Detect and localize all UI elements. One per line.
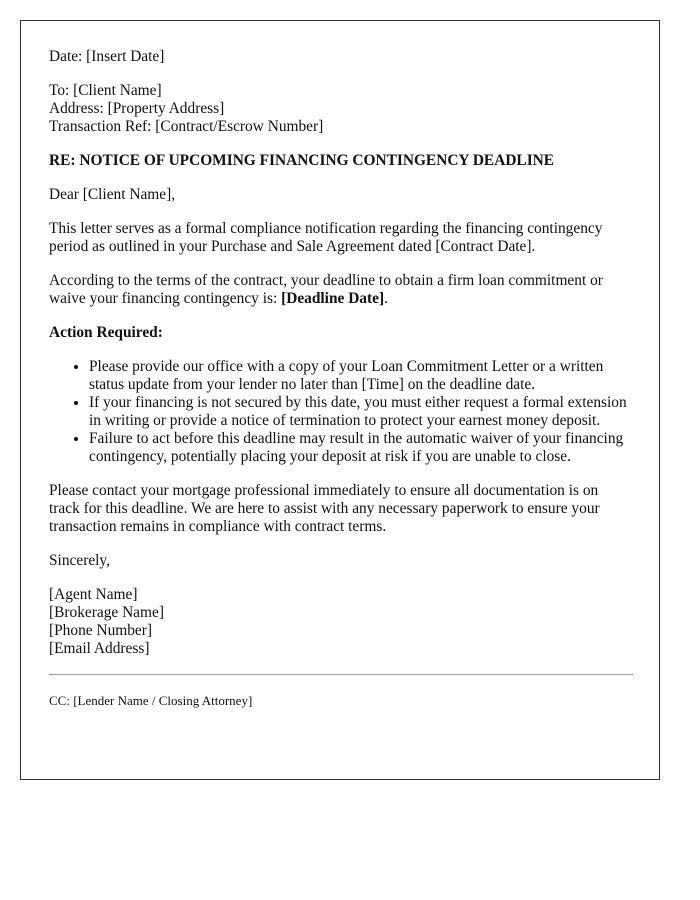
action-item: • Please provide our office with a copy of your Loan Commitment Letter or a written status update from your lender no later than [Time] on the deadline date. [89, 358, 631, 394]
recipient-address: Address: [Property Address] [49, 100, 225, 117]
closing-paragraph: Please contact your mortgage professional immediately to ensure all documentation is on track for this deadline. We are here to assist with any necessary paperwork to ensure your transaction remains in compliance with contract terms. [49, 482, 600, 535]
deadline-text: According to the terms of the contract, your deadline to obtain a firm loan commitment or waive your financing contingency is: [49, 272, 603, 307]
intro-paragraph: This letter serves as a formal compliance notification regarding the financing contingency period as outlined in your Purchase and Sale Agreement dated [Contract Date]. [49, 220, 603, 255]
email-address: [Email Address] [49, 640, 150, 657]
action-list [49, 358, 631, 466]
recipient-block [49, 82, 631, 136]
salutation: Dear [Client Name], [49, 186, 176, 203]
transaction-ref: Transaction Ref: [Contract/Escrow Number] [49, 118, 324, 135]
subject-line: RE: NOTICE OF UPCOMING FINANCING CONTINGENCY DEADLINE [49, 152, 555, 169]
action-item: • Failure to act before this deadline may result in the automatic waiver of your financing contingency, potentially placing your deposit at risk if you are unable to close. [89, 430, 631, 466]
action-heading: Action Required: [49, 324, 163, 341]
sign-off: Sincerely, [49, 552, 110, 569]
recipient-to: To: [Client Name] [49, 82, 162, 99]
deadline-text-end: . [384, 290, 388, 307]
deadline-date: [Deadline Date] [281, 290, 385, 307]
deadline-paragraph [49, 272, 631, 308]
divider [49, 674, 633, 675]
letter-document [20, 20, 660, 780]
date-line: Date: [Insert Date] [49, 48, 165, 65]
action-item: • If your financing is not secured by this date, you must either request a formal extension in writing or provide a notice of termination to protect your earnest money deposit. [89, 394, 631, 430]
agent-name: [Agent Name] [49, 586, 138, 603]
signature-block [49, 586, 631, 658]
brokerage-name: [Brokerage Name] [49, 604, 164, 621]
phone-number: [Phone Number] [49, 622, 153, 639]
cc-line: CC: [Lender Name / Closing Attorney] [49, 693, 253, 708]
